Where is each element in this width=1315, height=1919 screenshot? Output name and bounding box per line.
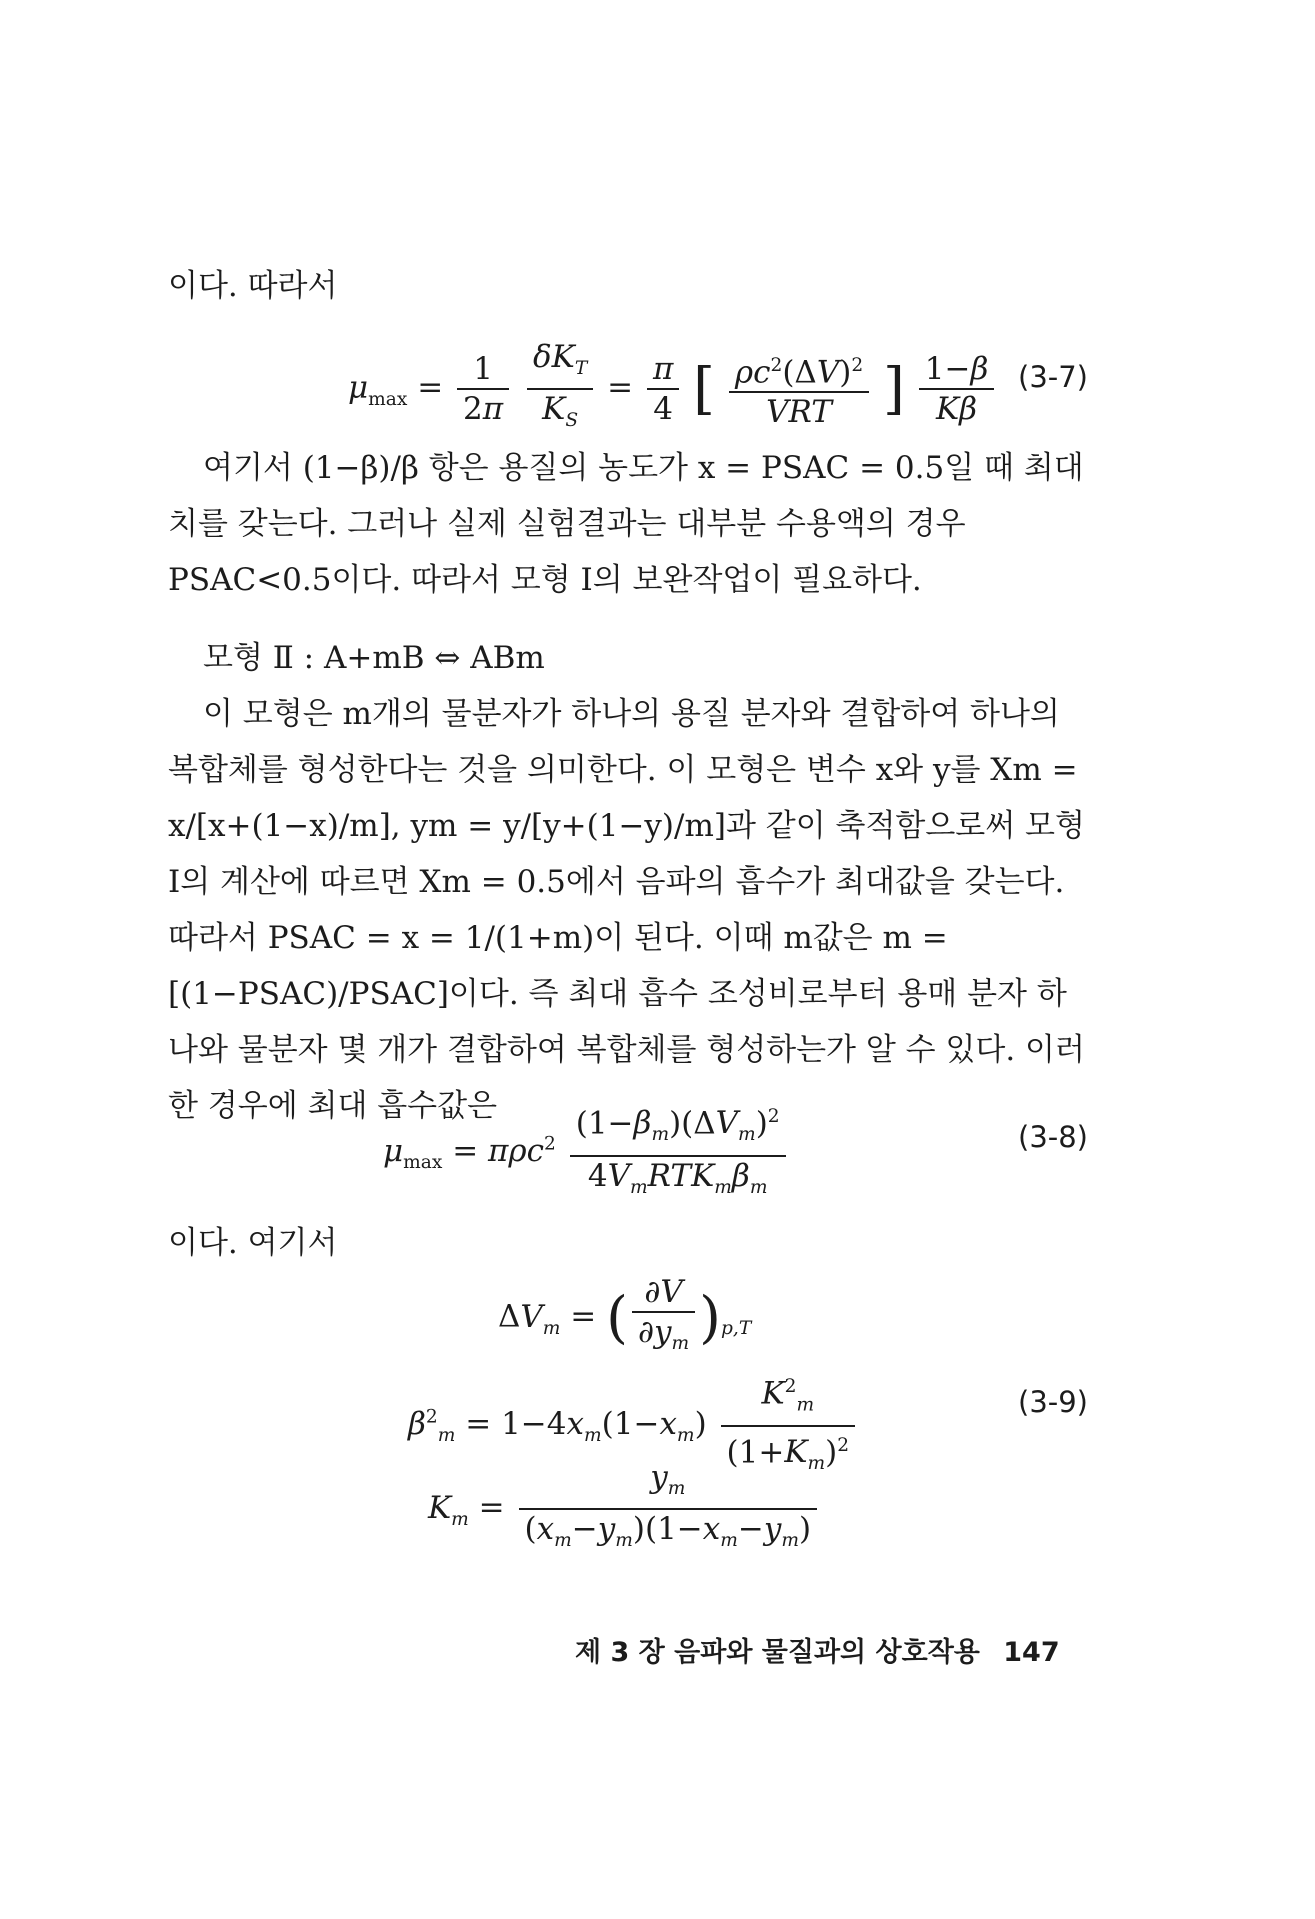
equation-3-9-line-2: $\beta^2_m = 1-4x_m(1-x_m)$ $\frac{K^2_m}{(1+K_m)^2}$: [408, 1370, 859, 1481]
equation-3-9-number: (3-9): [1018, 1385, 1088, 1419]
intro-line-2: 이다. 여기서: [168, 1225, 338, 1261]
paragraph-1: 여기서 (1−β)/β 항은 용질의 농도가 x = PSAC = 0.5일 때 최대치를 갖는다. 그러나 실제 실험결과는 대부분 수용액의 경우 PSAC<0.5이다. 따라서 모형 Ⅰ의 보완작업이 필요하다.: [168, 450, 1084, 598]
equation-3-8-body: $\mu_{max} = \pi\rho c^2$ $\frac{(1-\beta_m)(\Delta V_m)^2}{4V_mRTK_m\beta_m}$: [383, 1100, 790, 1205]
page-footer: [575, 1630, 1060, 1669]
equation-3-8-number: (3-8): [1018, 1120, 1088, 1154]
equation-3-9-line-3: $K_m$ = $\frac{y_m}{(x_m-y_m)(1-x_m-y_m)}$: [428, 1460, 821, 1558]
paragraph-2: 이 모형은 m개의 물분자가 하나의 용질 분자와 결합하여 하나의 복합체를 형성한다는 것을 의미한다. 이 모형은 변수 x와 y를 Xm = x/[x+(1−x)/m], ym = y/[y+(1−y)/m]과 같이 축적함으로써 모형 Ⅰ의 계산에 따르면 Xm = 0.5에서 음파의 흡수가 최대값을 갖는다. 따라서 PSAC = x = 1/(1+m)이 된다. 이때 m값은 m = [(1−PSAC)/PSAC]이다. 즉 최대 흡수 조성비로부터 용매 분자 하나와 물분자 몇 개가 결합하여 복합체를 형성하는가 알 수 있다. 이러한 경우에 최대 흡수값은: [168, 696, 1085, 1124]
intro-line-1: 이다. 따라서: [168, 268, 338, 304]
equation-3-7-number: (3-7): [1018, 360, 1088, 394]
page-number: 147: [1003, 1637, 1060, 1668]
equation-3-8: [168, 1100, 1088, 1198]
equation-3-7: [168, 340, 1088, 430]
equation-3-7-body: $\mu_{max}$ = $\frac{1}{2\pi}$ $\frac{\delta K_T}{K_S}$ = $\frac{\pi}{4}$ [ $\frac{\rho c^2(\Delta V)^2}{\text{VRT}}$ ] $\frac{1-\beta}{K\beta}$: [348, 340, 998, 438]
equation-3-9-line-1: $\Delta V_m$ = ( $\frac{\partial V}{\partial y_m}$ )$_{p,T}$: [498, 1274, 752, 1355]
model-2-heading: 모형 Ⅱ : A+mB ⇔ ABm: [203, 640, 545, 676]
chapter-title: 제 3 장 음파와 물질과의 상호작용: [575, 1637, 980, 1668]
equation-3-9: [168, 1274, 1088, 1552]
